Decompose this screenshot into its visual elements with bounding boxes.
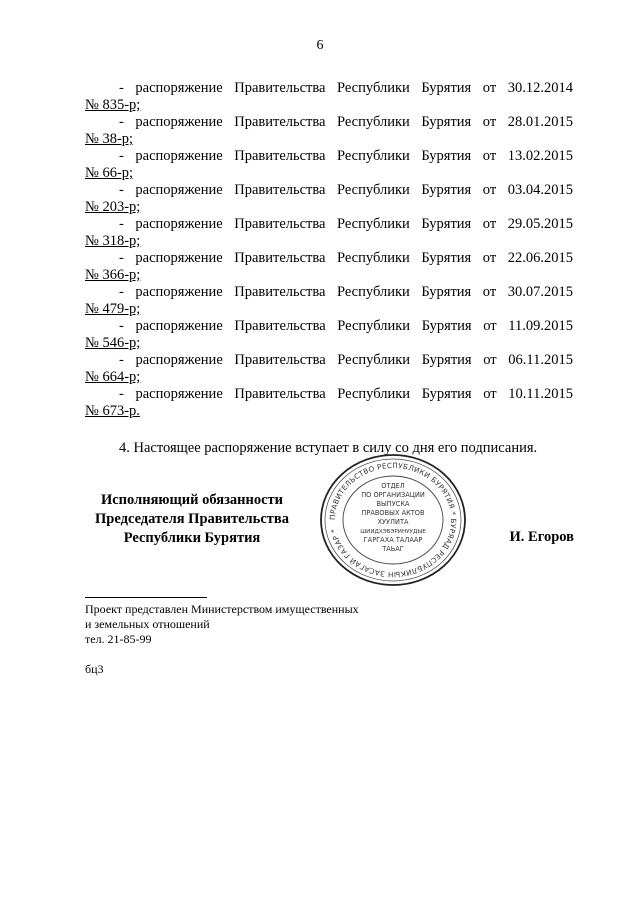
decree-text: - распоряжение Правительства Республики Бурятия от 29.05.2015 xyxy=(119,216,573,232)
decree-item xyxy=(85,318,573,352)
signer-name: И. Егоров xyxy=(509,529,574,545)
decree-text: - распоряжение Правительства Республики Бурятия от 30.07.2015 xyxy=(119,284,573,300)
decree-number: № 66-р; xyxy=(85,165,134,181)
decree-number: № 546-р; xyxy=(85,335,141,351)
seal-center-line: ПО ОРГАНИЗАЦИИ xyxy=(361,491,425,499)
decree-number: № 479-р; xyxy=(85,301,141,317)
seal-center-line: ХУУЛИТА xyxy=(377,518,409,526)
seal-center-line: ОТДЕЛ xyxy=(381,482,405,490)
decree-text: - распоряжение Правительства Республики Бурятия от 03.04.2015 xyxy=(119,182,573,198)
seal-center-line: ТАЬАГ xyxy=(382,545,404,553)
decree-number: № 203-р; xyxy=(85,199,141,215)
footnote-line: и земельных отношений xyxy=(85,617,210,631)
decree-item xyxy=(85,386,573,420)
decree-number: № 835-р; xyxy=(85,97,141,113)
decree-item xyxy=(85,114,573,148)
seal-ring-text: ПРАВИТЕЛЬСТВО РЕСПУБЛИКИ БУРЯТИЯ * БУРЯАД РЕСПУБЛИКЫН ЗАСАГАЙ ГАЗАР * xyxy=(327,460,459,580)
decree-number: № 664-р; xyxy=(85,369,141,385)
footnote-line: Проект представлен Министерством имущественных xyxy=(85,602,359,616)
seal-center-line: ПРАВОВЫХ АКТОВ xyxy=(361,509,425,517)
decree-item xyxy=(85,148,573,182)
page-number: 6 xyxy=(316,38,324,53)
signer-title xyxy=(80,491,304,548)
decree-number: № 366-р; xyxy=(85,267,141,283)
clause-4: 4. Настоящее распоряжение вступает в силу со дня его подписания. xyxy=(119,440,538,456)
decree-text: - распоряжение Правительства Республики Бурятия от 28.01.2015 xyxy=(119,114,573,130)
footnote xyxy=(85,602,359,647)
official-seal xyxy=(318,452,468,588)
decree-item xyxy=(85,80,573,114)
decree-text: - распоряжение Правительства Республики Бурятия от 30.12.2014 xyxy=(119,80,573,96)
footnote-divider xyxy=(85,597,207,598)
signer-title-line: Председателя Правительства xyxy=(95,511,289,527)
seal-center-line: ГАРГАХА ТАЛААР xyxy=(363,536,423,544)
seal-center-line: ВЫПУСКА xyxy=(376,500,410,508)
decree-number: № 38-р; xyxy=(85,131,134,147)
footnote-phone: тел. 21-85-99 xyxy=(85,632,152,646)
signer-title-line: Республики Бурятия xyxy=(123,530,261,546)
seal-center-line: ШИИДХЭБЭРИНУУДЫЕ xyxy=(360,529,426,535)
decree-item xyxy=(85,216,573,250)
decree-item xyxy=(85,182,573,216)
decree-list xyxy=(85,80,573,420)
decree-text: - распоряжение Правительства Республики Бурятия от 10.11.2015 xyxy=(119,386,573,402)
decree-item xyxy=(85,284,573,318)
seal-center-text xyxy=(360,482,426,553)
signer-title-line: Исполняющий обязанности xyxy=(100,492,284,508)
decree-text: - распоряжение Правительства Республики Бурятия от 22.06.2015 xyxy=(119,250,573,266)
decree-item xyxy=(85,352,573,386)
decree-text: - распоряжение Правительства Республики Бурятия от 13.02.2015 xyxy=(119,148,573,164)
executor-code: бц3 xyxy=(85,662,104,676)
decree-number: № 673-р. xyxy=(85,403,140,419)
decree-number: № 318-р; xyxy=(85,233,141,249)
decree-text: - распоряжение Правительства Республики Бурятия от 06.11.2015 xyxy=(119,352,573,368)
decree-item xyxy=(85,250,573,284)
decree-text: - распоряжение Правительства Республики Бурятия от 11.09.2015 xyxy=(119,318,573,334)
